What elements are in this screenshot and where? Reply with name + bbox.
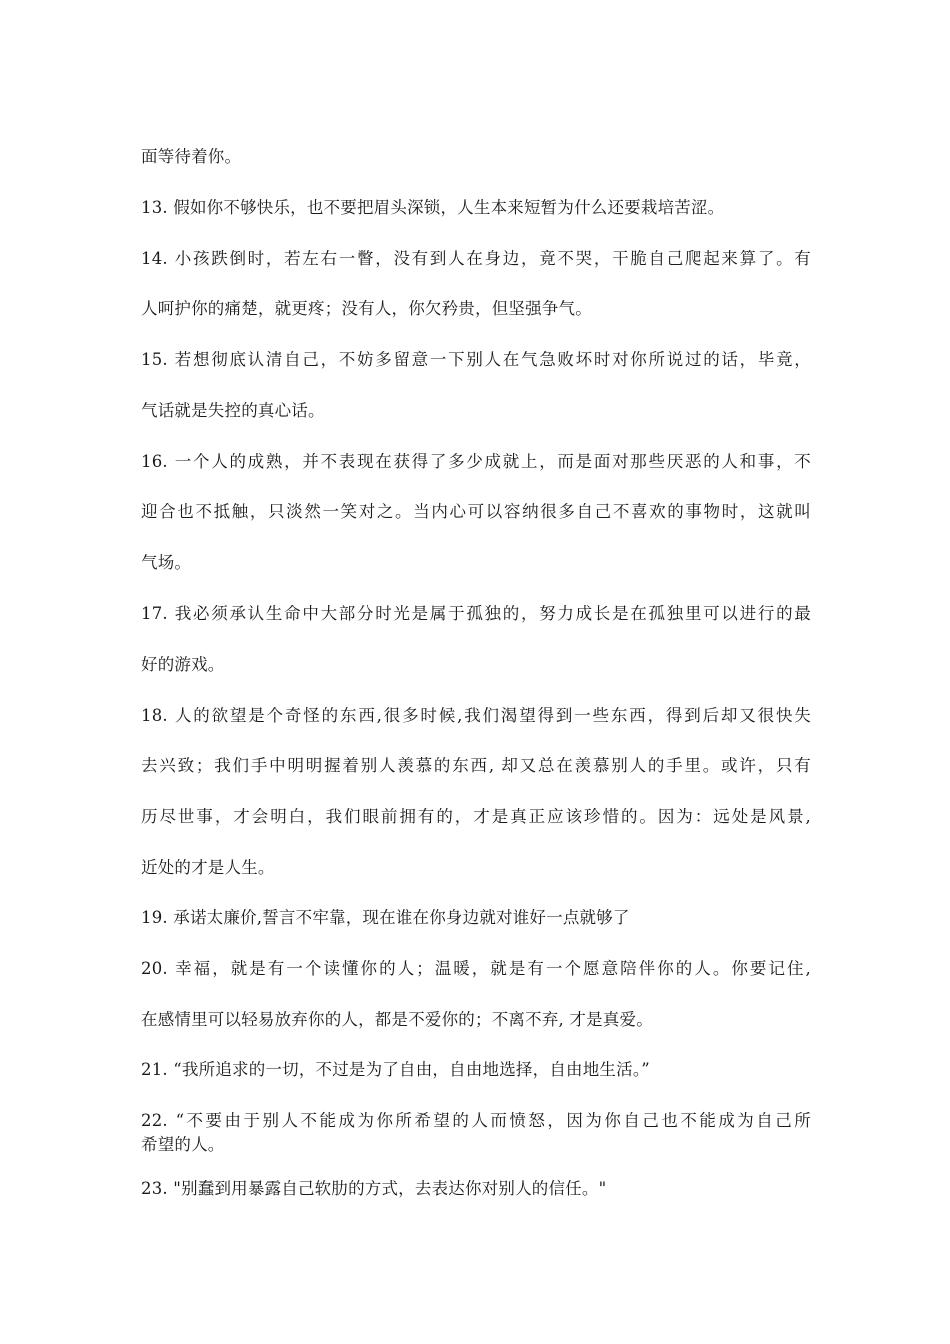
- text-line: 人呵护你的痛楚，就更疼；没有人，你欠矜贵，但坚强争气。: [141, 299, 592, 318]
- text-line: 历尽世事，才会明白，我们眼前拥有的，才是真正应该珍惜的。因为：远处是风景,: [141, 807, 811, 826]
- text-line: 18. 人的欲望是个奇怪的东西,很多时候,我们渴望得到一些东西，得到后却又很快失: [141, 706, 811, 725]
- text-line: 好的游戏。: [141, 655, 225, 674]
- text-line: 15. 若想彻底认清自己，不妨多留意一下别人在气急败坏时对你所说过的话，毕竟，: [141, 350, 811, 369]
- text-line: 20. 幸福，就是有一个读懂你的人；温暖，就是有一个愿意陪伴你的人。你要记住,: [141, 959, 811, 978]
- text-line: 23. "别蠢到用暴露自己软肋的方式，去表达你对别人的信任。": [141, 1179, 607, 1198]
- text-line: 气话就是失控的真心话。: [141, 401, 325, 420]
- text-line: 19. 承诺太廉价,誓言不牢靠，现在谁在你身边就对谁好一点就够了: [141, 908, 630, 927]
- text-line: 13. 假如你不够快乐，也不要把眉头深锁，人生本来短暂为什么还要栽培苦涩。: [141, 198, 725, 217]
- text-line: 希望的人。: [141, 1135, 225, 1154]
- text-line: 去兴致；我们手中明明握着别人羡慕的东西, 却又总在羡慕别人的手里。或许，只有: [141, 756, 811, 775]
- text-line: 面等待着你。: [141, 147, 242, 166]
- text-line: 迎合也不抵触，只淡然一笑对之。当内心可以容纳很多自己不喜欢的事物时，这就叫: [141, 502, 811, 521]
- text-line: 21. “我所追求的一切，不过是为了自由，自由地选择，自由地生活。”: [141, 1060, 650, 1079]
- text-line: 气场。: [141, 553, 192, 572]
- text-line: 22. “不要由于别人不能成为你所希望的人而愤怒，因为你自己也不能成为自己所: [141, 1111, 811, 1130]
- text-line: 近处的才是人生。: [141, 858, 275, 877]
- text-line: 在感情里可以轻易放弃你的人，都是不爱你的；不离不弃, 才是真爱。: [141, 1010, 653, 1029]
- text-line: 14. 小孩跌倒时，若左右一瞥，没有到人在身边，竟不哭，干脆自己爬起来算了。有: [141, 249, 811, 268]
- text-line: 17. 我必须承认生命中大部分时光是属于孤独的，努力成长是在孤独里可以进行的最: [141, 604, 811, 623]
- text-line: 16. 一个人的成熟，并不表现在获得了多少成就上，而是面对那些厌恶的人和事，不: [141, 452, 811, 471]
